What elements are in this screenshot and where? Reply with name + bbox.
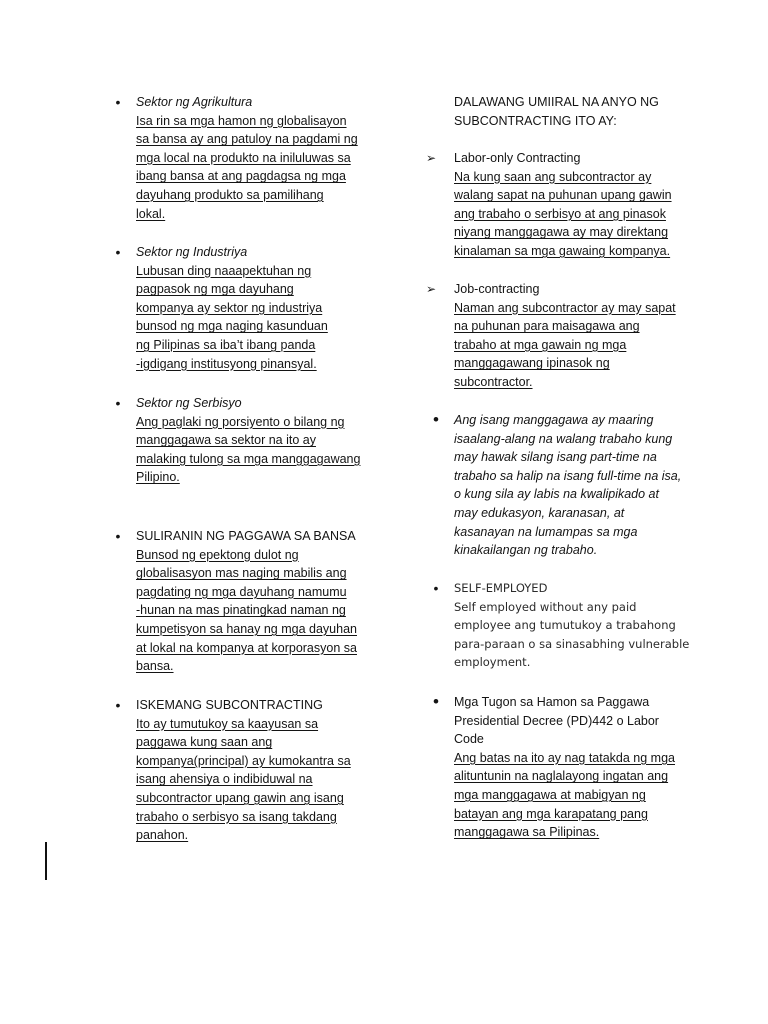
section-body: Ang paglaki ng porsiyento o bilang ng manggagawa sa sektor na ito ay malaking tulong sa mga manggagawang Pilipino. xyxy=(136,414,361,485)
section-heading: Sektor ng Industriya xyxy=(136,245,248,259)
section-heading: SULIRANIN NG PAGGAWA SA BANSA xyxy=(136,529,356,543)
right-column-title xyxy=(426,93,696,130)
section-part-time-unemployment xyxy=(426,411,696,560)
section-job-contracting xyxy=(426,280,696,392)
section-body: Bunsod ng epektong dulot ng globalisasyon mas naging mabilis ang pagdating ng mga dayuhang namumu -hunan na mas pinatingkad naman ng kumpetisyon sa hanay ng mga dayuhan at lokal na kompanya at korporasyon sa bansa. xyxy=(136,547,357,674)
section-sektor-agrikultura xyxy=(108,93,368,223)
section-heading: Labor-only Contracting xyxy=(454,151,581,165)
bullet-icon: • xyxy=(115,697,121,713)
section-heading: ISKEMANG SUBCONTRACTING xyxy=(136,698,323,712)
section-heading: SELF-EMPLOYED xyxy=(454,581,548,595)
bullet-icon: • xyxy=(115,94,121,110)
arrow-bullet-icon: ➢ xyxy=(426,282,437,296)
section-self-employed xyxy=(426,579,696,672)
section-heading: Sektor ng Serbisyo xyxy=(136,396,242,410)
section-heading: Sektor ng Agrikultura xyxy=(136,95,253,109)
section-body: Ito ay tumutukoy sa kaayusan sa paggawa kung saan ang kompanya(principal) ay kumokantra sa isang ahensiya o indibiduwal na subcontractor upang gawin ang isang trabaho o serbisyo sa isang takdang panahon. xyxy=(136,716,351,843)
section-labor-only-contracting xyxy=(426,149,696,261)
section-body: Ang isang manggagawa ay maaring isaalang-alang na walang trabaho kung may hawak silang isang part-time na trabaho sa halip na isang full-time na isa, o kung sila ay labis na kwalipikado at may edukasyon, karanasan, at kasanayan na lumampas sa mga kinakailangan ng trabaho. xyxy=(454,413,682,558)
page-title: DALAWANG UMIIRAL NA ANYO NG SUBCONTRACTING ITO AY: xyxy=(454,95,659,128)
arrow-bullet-icon: ➢ xyxy=(426,151,437,165)
section-body: Ang batas na ito ay nag tatakda ng mga alituntunin na naglalayong ingatan ang mga manggagawa at mabigyan ng batayan ang mga karapatang pang manggagawa sa Pilipinas. xyxy=(454,750,675,840)
bullet-icon: • xyxy=(115,528,121,544)
bullet-icon: • xyxy=(433,410,439,429)
section-sektor-serbisyo xyxy=(108,394,368,487)
section-heading: Mga Tugon sa Hamon sa Paggawa Presidential Decree (PD)442 o Labor Code xyxy=(454,695,659,747)
section-body: Na kung saan ang subcontractor ay walang sapat na puhunan upang gawin ang trabaho o serbisyo at ang pinasok niyang manggagawa ay may direktang kinalaman sa mga gawaing kompanya. xyxy=(454,169,672,258)
bullet-icon: • xyxy=(115,395,121,411)
text-cursor xyxy=(45,842,47,880)
section-body: Isa rin sa mga hamon ng globalisayon sa bansa ay ang patuloy na pagdami ng mga local na produkto na iniluluwas sa ibang bansa at ang pagdagsa ng mga dayuhang produkto sa pamilihang lokal. xyxy=(136,113,358,221)
section-body: Self employed without any paid employee ang tumutukoy a trabahong para-paraan o sa sinasabhing vulnerable employment. xyxy=(454,599,690,670)
section-heading: Job-contracting xyxy=(454,282,540,296)
bullet-icon: • xyxy=(433,580,439,596)
section-body: Lubusan ding naaapektuhan ng pagpasok ng mga dayuhang kompanya ay sektor ng industriya bunsod ng mga naging kasunduan ng Pilipinas sa iba’t ibang panda -igdigang institusyong pinansyal. xyxy=(136,263,328,371)
section-mga-tugon xyxy=(426,693,696,842)
section-sektor-industriya xyxy=(108,243,368,373)
section-body: Naman ang subcontractor ay may sapat na puhunan para maisagawa ang trabaho at mga gawain ng mga manggagawang ipinasok ng subcontractor. xyxy=(454,300,676,389)
section-iskemang-subcontracting xyxy=(108,696,368,845)
bullet-icon: • xyxy=(433,692,439,711)
section-suliranin-paggawa xyxy=(108,527,368,676)
bullet-icon: • xyxy=(115,244,121,260)
